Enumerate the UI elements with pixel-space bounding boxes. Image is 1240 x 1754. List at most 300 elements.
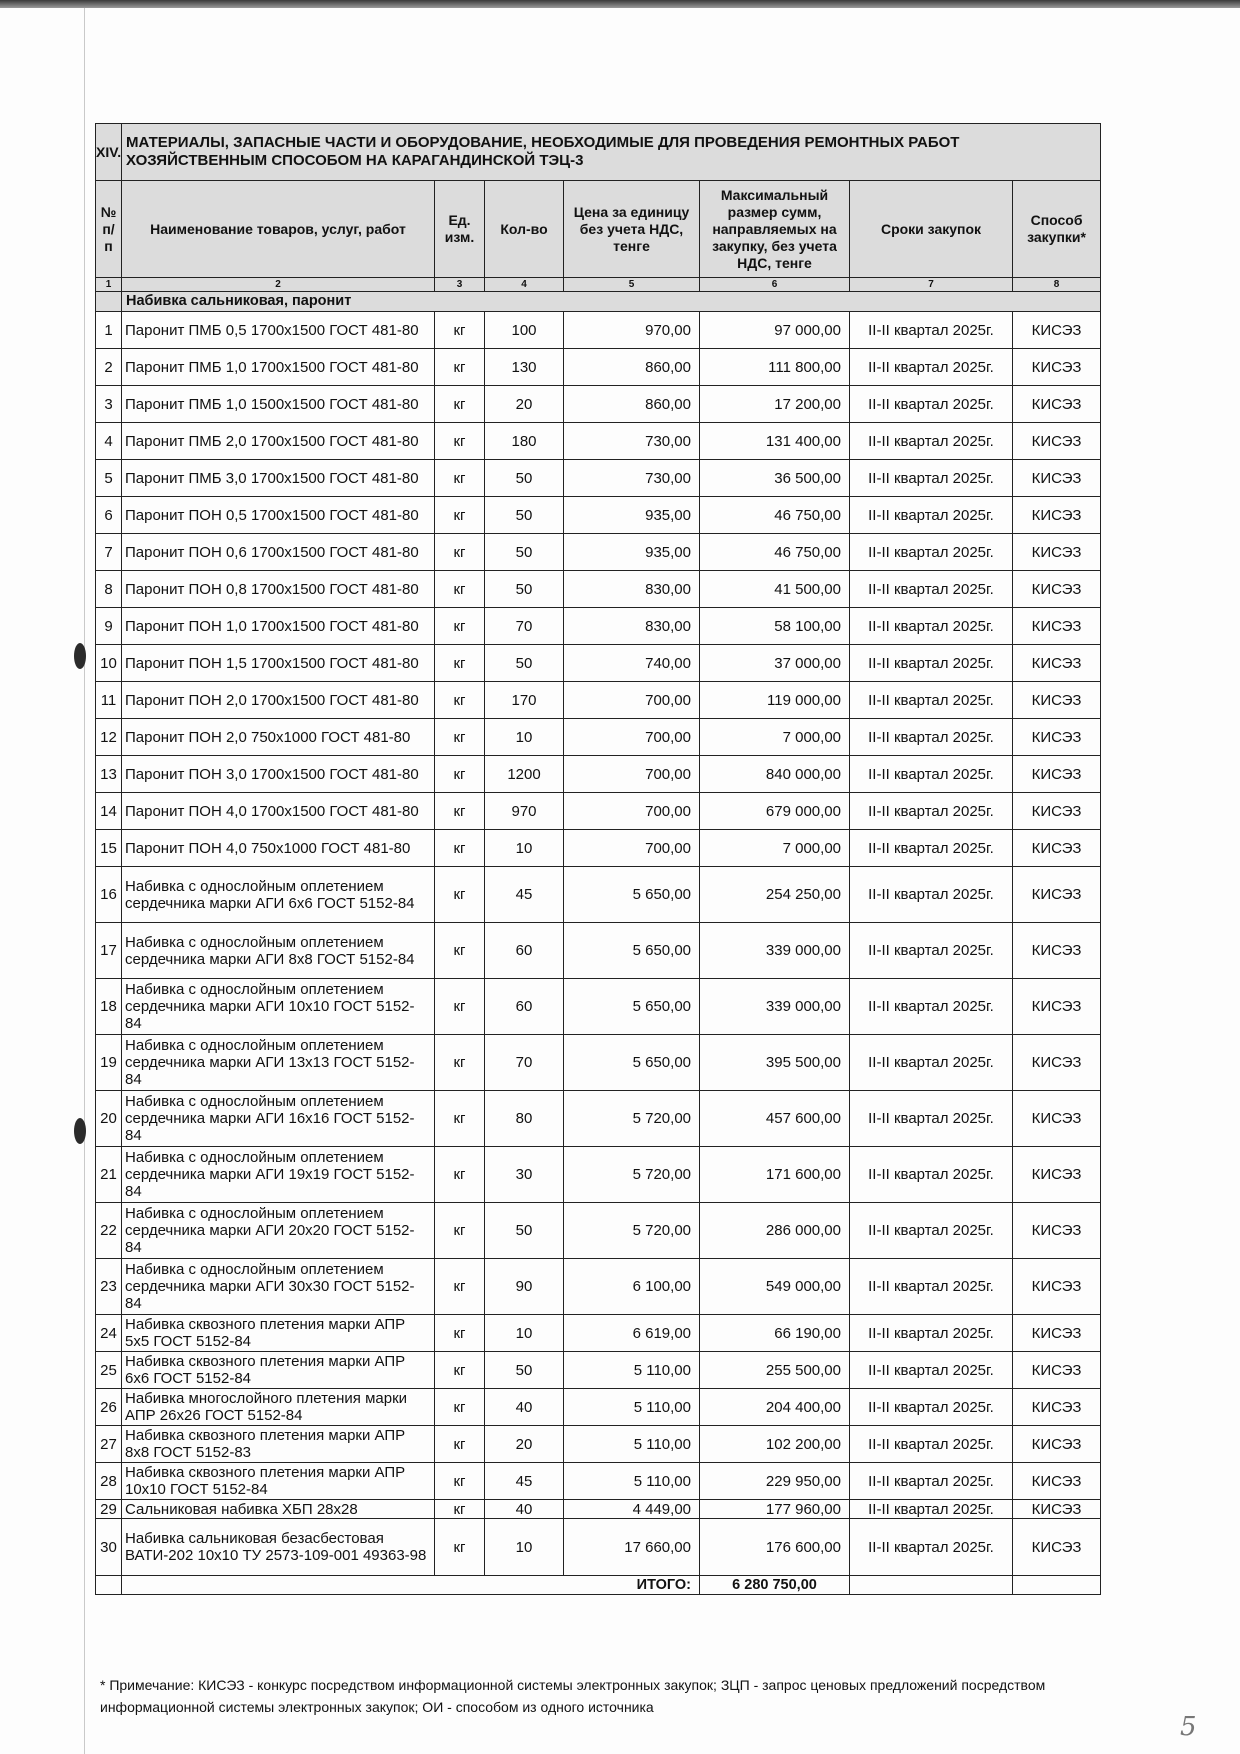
price-cell: 935,00 — [564, 497, 700, 534]
row-number: 24 — [96, 1315, 122, 1352]
qty-cell: 170 — [485, 682, 564, 719]
method-cell: КИСЭЗ — [1013, 1519, 1101, 1576]
column-number-row — [96, 278, 1101, 292]
unit-cell: кг — [435, 1463, 485, 1500]
item-name: Паронит ПОН 3,0 1700х1500 ГОСТ 481-80 — [122, 756, 435, 793]
table-row — [96, 1203, 1101, 1259]
item-name: Паронит ПОН 0,6 1700х1500 ГОСТ 481-80 — [122, 534, 435, 571]
unit-cell: кг — [435, 645, 485, 682]
method-cell: КИСЭЗ — [1013, 682, 1101, 719]
col-header-sum: Максимальный размер сумм, направляемых на закупку, без учета НДС, тенге — [700, 181, 850, 278]
price-cell: 17 660,00 — [564, 1519, 700, 1576]
col-number: 7 — [850, 278, 1013, 292]
row-number: 8 — [96, 571, 122, 608]
price-cell: 5 110,00 — [564, 1426, 700, 1463]
item-name: Набивка сальниковая безасбестовая ВАТИ-202 10х10 ТУ 2573-109-001 49363-98 — [122, 1519, 435, 1576]
table-row — [96, 534, 1101, 571]
period-cell: II-II квартал 2025г. — [850, 1519, 1013, 1576]
price-cell: 700,00 — [564, 830, 700, 867]
row-number: 22 — [96, 1203, 122, 1259]
qty-cell: 50 — [485, 1352, 564, 1389]
period-cell: II-II квартал 2025г. — [850, 497, 1013, 534]
sum-cell: 37 000,00 — [700, 645, 850, 682]
period-cell: II-II квартал 2025г. — [850, 534, 1013, 571]
price-cell: 5 110,00 — [564, 1463, 700, 1500]
item-name: Паронит ПОН 1,5 1700х1500 ГОСТ 481-80 — [122, 645, 435, 682]
table-row — [96, 793, 1101, 830]
item-name: Набивка с однослойным оплетением сердечника марки АГИ 6х6 ГОСТ 5152-84 — [122, 867, 435, 923]
method-cell: КИСЭЗ — [1013, 460, 1101, 497]
price-cell: 5 720,00 — [564, 1147, 700, 1203]
sum-cell: 339 000,00 — [700, 979, 850, 1035]
qty-cell: 60 — [485, 923, 564, 979]
method-cell: КИСЭЗ — [1013, 1389, 1101, 1426]
sum-cell: 58 100,00 — [700, 608, 850, 645]
method-cell: КИСЭЗ — [1013, 534, 1101, 571]
row-number: 29 — [96, 1500, 122, 1519]
col-header-period: Сроки закупок — [850, 181, 1013, 278]
price-cell: 700,00 — [564, 793, 700, 830]
method-cell: КИСЭЗ — [1013, 1035, 1101, 1091]
table-row — [96, 1389, 1101, 1426]
row-number: 14 — [96, 793, 122, 830]
period-cell: II-II квартал 2025г. — [850, 793, 1013, 830]
qty-cell: 100 — [485, 312, 564, 349]
qty-cell: 10 — [485, 1315, 564, 1352]
table-row — [96, 682, 1101, 719]
period-cell: II-II квартал 2025г. — [850, 1203, 1013, 1259]
table-row — [96, 1519, 1101, 1576]
sum-cell: 679 000,00 — [700, 793, 850, 830]
col-header-qty: Кол-во — [485, 181, 564, 278]
sum-cell: 119 000,00 — [700, 682, 850, 719]
item-name: Паронит ПОН 0,8 1700х1500 ГОСТ 481-80 — [122, 571, 435, 608]
price-cell: 5 720,00 — [564, 1091, 700, 1147]
row-number: 21 — [96, 1147, 122, 1203]
row-number: 20 — [96, 1091, 122, 1147]
sum-cell: 97 000,00 — [700, 312, 850, 349]
period-cell: II-II квартал 2025г. — [850, 608, 1013, 645]
row-number: 13 — [96, 756, 122, 793]
method-cell: КИСЭЗ — [1013, 1091, 1101, 1147]
unit-cell: кг — [435, 497, 485, 534]
unit-cell: кг — [435, 1500, 485, 1519]
table-row — [96, 1315, 1101, 1352]
table-row — [96, 719, 1101, 756]
item-name: Паронит ПМБ 2,0 1700х1500 ГОСТ 481-80 — [122, 423, 435, 460]
period-cell: II-II квартал 2025г. — [850, 1147, 1013, 1203]
qty-cell: 50 — [485, 497, 564, 534]
qty-cell: 180 — [485, 423, 564, 460]
period-cell: II-II квартал 2025г. — [850, 1389, 1013, 1426]
table-row — [96, 571, 1101, 608]
method-cell: КИСЭЗ — [1013, 979, 1101, 1035]
table-row — [96, 460, 1101, 497]
qty-cell: 10 — [485, 719, 564, 756]
price-cell: 970,00 — [564, 312, 700, 349]
price-cell: 730,00 — [564, 460, 700, 497]
unit-cell: кг — [435, 682, 485, 719]
method-cell: КИСЭЗ — [1013, 497, 1101, 534]
scan-edge — [0, 0, 1240, 8]
unit-cell: кг — [435, 1315, 485, 1352]
method-cell: КИСЭЗ — [1013, 1259, 1101, 1315]
method-cell: КИСЭЗ — [1013, 923, 1101, 979]
table-row — [96, 497, 1101, 534]
table-row — [96, 979, 1101, 1035]
unit-cell: кг — [435, 756, 485, 793]
row-number: 18 — [96, 979, 122, 1035]
period-cell: II-II квартал 2025г. — [850, 386, 1013, 423]
sum-cell: 457 600,00 — [700, 1091, 850, 1147]
method-cell: КИСЭЗ — [1013, 1315, 1101, 1352]
item-name: Набивка сквозного плетения марки АПР 10х10 ГОСТ 5152-84 — [122, 1463, 435, 1500]
table-row — [96, 1463, 1101, 1500]
unit-cell: кг — [435, 1203, 485, 1259]
table-row — [96, 1035, 1101, 1091]
total-row — [96, 1576, 1101, 1595]
period-cell: II-II квартал 2025г. — [850, 1352, 1013, 1389]
method-cell: КИСЭЗ — [1013, 645, 1101, 682]
sum-cell: 254 250,00 — [700, 867, 850, 923]
unit-cell: кг — [435, 460, 485, 497]
item-name: Паронит ПОН 2,0 1700х1500 ГОСТ 481-80 — [122, 682, 435, 719]
period-cell: II-II квартал 2025г. — [850, 1091, 1013, 1147]
unit-cell: кг — [435, 1259, 485, 1315]
group-row — [96, 292, 1101, 312]
unit-cell: кг — [435, 979, 485, 1035]
period-cell: II-II квартал 2025г. — [850, 1035, 1013, 1091]
period-cell: II-II квартал 2025г. — [850, 645, 1013, 682]
row-number: 5 — [96, 460, 122, 497]
item-name: Паронит ПМБ 3,0 1700х1500 ГОСТ 481-80 — [122, 460, 435, 497]
row-number: 30 — [96, 1519, 122, 1576]
method-cell: КИСЭЗ — [1013, 423, 1101, 460]
qty-cell: 50 — [485, 571, 564, 608]
col-header-price: Цена за единицу без учета НДС, тенге — [564, 181, 700, 278]
qty-cell: 40 — [485, 1389, 564, 1426]
total-label: ИТОГО: — [122, 1576, 700, 1595]
row-number: 10 — [96, 645, 122, 682]
item-name: Паронит ПМБ 1,0 1700х1500 ГОСТ 481-80 — [122, 349, 435, 386]
row-number: 27 — [96, 1426, 122, 1463]
method-cell: КИСЭЗ — [1013, 349, 1101, 386]
col-number: 6 — [700, 278, 850, 292]
period-cell: II-II квартал 2025г. — [850, 571, 1013, 608]
qty-cell: 10 — [485, 830, 564, 867]
price-cell: 700,00 — [564, 682, 700, 719]
method-cell: КИСЭЗ — [1013, 608, 1101, 645]
table-row — [96, 349, 1101, 386]
group-empty-cell — [96, 292, 122, 312]
period-cell: II-II квартал 2025г. — [850, 1500, 1013, 1519]
method-cell: КИСЭЗ — [1013, 1463, 1101, 1500]
col-header-name: Наименование товаров, услуг, работ — [122, 181, 435, 278]
unit-cell: кг — [435, 793, 485, 830]
price-cell: 5 720,00 — [564, 1203, 700, 1259]
unit-cell: кг — [435, 386, 485, 423]
sum-cell: 286 000,00 — [700, 1203, 850, 1259]
table-row — [96, 1426, 1101, 1463]
item-name: Набивка с однослойным оплетением сердечника марки АГИ 10х10 ГОСТ 5152-84 — [122, 979, 435, 1035]
col-header-method: Способ закупки* — [1013, 181, 1101, 278]
price-cell: 6 619,00 — [564, 1315, 700, 1352]
method-cell: КИСЭЗ — [1013, 719, 1101, 756]
page-number: 5 — [1180, 1712, 1197, 1742]
price-cell: 6 100,00 — [564, 1259, 700, 1315]
price-cell: 700,00 — [564, 719, 700, 756]
qty-cell: 70 — [485, 1035, 564, 1091]
item-name: Сальниковая набивка ХБП 28х28 — [122, 1500, 435, 1519]
period-cell: II-II квартал 2025г. — [850, 1259, 1013, 1315]
row-number: 12 — [96, 719, 122, 756]
method-cell: КИСЭЗ — [1013, 1352, 1101, 1389]
sum-cell: 66 190,00 — [700, 1315, 850, 1352]
item-name: Паронит ПОН 1,0 1700х1500 ГОСТ 481-80 — [122, 608, 435, 645]
total-empty-cell — [1013, 1576, 1101, 1595]
row-number: 3 — [96, 386, 122, 423]
method-cell: КИСЭЗ — [1013, 312, 1101, 349]
col-number: 5 — [564, 278, 700, 292]
method-cell: КИСЭЗ — [1013, 793, 1101, 830]
row-number: 19 — [96, 1035, 122, 1091]
sum-cell: 36 500,00 — [700, 460, 850, 497]
row-number: 6 — [96, 497, 122, 534]
price-cell: 730,00 — [564, 423, 700, 460]
sum-cell: 840 000,00 — [700, 756, 850, 793]
method-cell: КИСЭЗ — [1013, 1203, 1101, 1259]
item-name: Паронит ПОН 4,0 1700х1500 ГОСТ 481-80 — [122, 793, 435, 830]
unit-cell: кг — [435, 608, 485, 645]
sum-cell: 549 000,00 — [700, 1259, 850, 1315]
unit-cell: кг — [435, 923, 485, 979]
punch-hole — [74, 1118, 86, 1144]
col-header-unit: Ед. изм. — [435, 181, 485, 278]
sum-cell: 7 000,00 — [700, 719, 850, 756]
item-name: Набивка с однослойным оплетением сердечника марки АГИ 16х16 ГОСТ 5152-84 — [122, 1091, 435, 1147]
period-cell: II-II квартал 2025г. — [850, 756, 1013, 793]
table-row — [96, 756, 1101, 793]
col-number: 4 — [485, 278, 564, 292]
price-cell: 860,00 — [564, 386, 700, 423]
row-number: 2 — [96, 349, 122, 386]
qty-cell: 50 — [485, 1203, 564, 1259]
qty-cell: 50 — [485, 534, 564, 571]
row-number: 1 — [96, 312, 122, 349]
column-header-row — [96, 181, 1101, 278]
price-cell: 860,00 — [564, 349, 700, 386]
period-cell: II-II квартал 2025г. — [850, 1463, 1013, 1500]
qty-cell: 20 — [485, 386, 564, 423]
sum-cell: 102 200,00 — [700, 1426, 850, 1463]
item-name: Набивка с однослойным оплетением сердечника марки АГИ 20х20 ГОСТ 5152-84 — [122, 1203, 435, 1259]
sum-cell: 204 400,00 — [700, 1389, 850, 1426]
row-number: 9 — [96, 608, 122, 645]
sum-cell: 171 600,00 — [700, 1147, 850, 1203]
period-cell: II-II квартал 2025г. — [850, 460, 1013, 497]
procurement-table — [95, 123, 1101, 1595]
unit-cell: кг — [435, 571, 485, 608]
price-cell: 5 110,00 — [564, 1389, 700, 1426]
col-number: 2 — [122, 278, 435, 292]
period-cell: II-II квартал 2025г. — [850, 867, 1013, 923]
table-row — [96, 923, 1101, 979]
item-name: Набивка с однослойным оплетением сердечника марки АГИ 13х13 ГОСТ 5152-84 — [122, 1035, 435, 1091]
qty-cell: 60 — [485, 979, 564, 1035]
group-title: Набивка сальниковая, паронит — [122, 292, 1101, 312]
section-header-row — [96, 124, 1101, 181]
qty-cell: 50 — [485, 460, 564, 497]
qty-cell: 970 — [485, 793, 564, 830]
total-value: 6 280 750,00 — [700, 1576, 850, 1595]
item-name: Набивка сквозного плетения марки АПР 5х5 ГОСТ 5152-84 — [122, 1315, 435, 1352]
qty-cell: 1200 — [485, 756, 564, 793]
price-cell: 830,00 — [564, 608, 700, 645]
unit-cell: кг — [435, 312, 485, 349]
unit-cell: кг — [435, 867, 485, 923]
table-row — [96, 830, 1101, 867]
method-cell: КИСЭЗ — [1013, 1426, 1101, 1463]
sum-cell: 111 800,00 — [700, 349, 850, 386]
col-number: 1 — [96, 278, 122, 292]
sum-cell: 7 000,00 — [700, 830, 850, 867]
qty-cell: 70 — [485, 608, 564, 645]
price-cell: 935,00 — [564, 534, 700, 571]
section-title: МАТЕРИАЛЫ, ЗАПАСНЫЕ ЧАСТИ И ОБОРУДОВАНИЕ, НЕОБХОДИМЫЕ ДЛЯ ПРОВЕДЕНИЯ РЕМОНТНЫХ РАБОТ ХОЗЯЙСТВЕННЫМ СПОСОБОМ НА КАРАГАНДИНСКОЙ ТЭЦ-3 — [122, 124, 1101, 181]
item-name: Набивка с однослойным оплетением сердечника марки АГИ 8х8 ГОСТ 5152-84 — [122, 923, 435, 979]
unit-cell: кг — [435, 1091, 485, 1147]
unit-cell: кг — [435, 534, 485, 571]
table-body — [96, 312, 1101, 1576]
item-name: Паронит ПОН 4,0 750х1000 ГОСТ 481-80 — [122, 830, 435, 867]
method-cell: КИСЭЗ — [1013, 867, 1101, 923]
period-cell: II-II квартал 2025г. — [850, 719, 1013, 756]
footnote: * Примечание: КИСЭЗ - конкурс посредством информационной системы электронных закупок; ЗЦП - запрос ценовых предложений посредством информационной системы электронных закупок; ОИ - способом из одного источника — [100, 1677, 1046, 1715]
row-number: 4 — [96, 423, 122, 460]
margin-line — [84, 8, 85, 1754]
sum-cell: 131 400,00 — [700, 423, 850, 460]
unit-cell: кг — [435, 719, 485, 756]
price-cell: 5 650,00 — [564, 1035, 700, 1091]
qty-cell: 45 — [485, 867, 564, 923]
table-row — [96, 1091, 1101, 1147]
price-cell: 700,00 — [564, 756, 700, 793]
unit-cell: кг — [435, 1389, 485, 1426]
sum-cell: 229 950,00 — [700, 1463, 850, 1500]
item-name: Паронит ПОН 2,0 750х1000 ГОСТ 481-80 — [122, 719, 435, 756]
price-cell: 740,00 — [564, 645, 700, 682]
period-cell: II-II квартал 2025г. — [850, 312, 1013, 349]
sum-cell: 177 960,00 — [700, 1500, 850, 1519]
item-name: Паронит ПОН 0,5 1700х1500 ГОСТ 481-80 — [122, 497, 435, 534]
sum-cell: 176 600,00 — [700, 1519, 850, 1576]
qty-cell: 20 — [485, 1426, 564, 1463]
price-cell: 5 650,00 — [564, 979, 700, 1035]
sum-cell: 339 000,00 — [700, 923, 850, 979]
item-name: Набивка многослойного плетения марки АПР 26х26 ГОСТ 5152-84 — [122, 1389, 435, 1426]
method-cell: КИСЭЗ — [1013, 386, 1101, 423]
sum-cell: 255 500,00 — [700, 1352, 850, 1389]
method-cell: КИСЭЗ — [1013, 756, 1101, 793]
sum-cell: 17 200,00 — [700, 386, 850, 423]
row-number: 23 — [96, 1259, 122, 1315]
price-cell: 830,00 — [564, 571, 700, 608]
section-number: XIV. — [96, 124, 122, 181]
table-row — [96, 312, 1101, 349]
unit-cell: кг — [435, 1147, 485, 1203]
item-name: Набивка сквозного плетения марки АПР 6х6 ГОСТ 5152-84 — [122, 1352, 435, 1389]
table-row — [96, 1259, 1101, 1315]
total-empty-cell — [850, 1576, 1013, 1595]
period-cell: II-II квартал 2025г. — [850, 923, 1013, 979]
col-number: 3 — [435, 278, 485, 292]
qty-cell: 30 — [485, 1147, 564, 1203]
method-cell: КИСЭЗ — [1013, 1147, 1101, 1203]
total-empty-cell — [96, 1576, 122, 1595]
row-number: 15 — [96, 830, 122, 867]
table-row — [96, 608, 1101, 645]
unit-cell: кг — [435, 1352, 485, 1389]
qty-cell: 80 — [485, 1091, 564, 1147]
unit-cell: кг — [435, 1426, 485, 1463]
table-row — [96, 645, 1101, 682]
qty-cell: 90 — [485, 1259, 564, 1315]
period-cell: II-II квартал 2025г. — [850, 1426, 1013, 1463]
row-number: 7 — [96, 534, 122, 571]
method-cell: КИСЭЗ — [1013, 1500, 1101, 1519]
row-number: 25 — [96, 1352, 122, 1389]
sum-cell: 46 750,00 — [700, 497, 850, 534]
period-cell: II-II квартал 2025г. — [850, 979, 1013, 1035]
row-number: 11 — [96, 682, 122, 719]
item-name: Паронит ПМБ 0,5 1700х1500 ГОСТ 481-80 — [122, 312, 435, 349]
table-row — [96, 386, 1101, 423]
table-row — [96, 1500, 1101, 1519]
table-row — [96, 1352, 1101, 1389]
unit-cell: кг — [435, 423, 485, 460]
sum-cell: 46 750,00 — [700, 534, 850, 571]
period-cell: II-II квартал 2025г. — [850, 423, 1013, 460]
sum-cell: 41 500,00 — [700, 571, 850, 608]
item-name: Набивка сквозного плетения марки АПР 8х8 ГОСТ 5152-83 — [122, 1426, 435, 1463]
price-cell: 4 449,00 — [564, 1500, 700, 1519]
row-number: 28 — [96, 1463, 122, 1500]
method-cell: КИСЭЗ — [1013, 571, 1101, 608]
table-row — [96, 1147, 1101, 1203]
method-cell: КИСЭЗ — [1013, 830, 1101, 867]
item-name: Набивка с однослойным оплетением сердечника марки АГИ 19х19 ГОСТ 5152-84 — [122, 1147, 435, 1203]
col-header-number: № п/п — [96, 181, 122, 278]
unit-cell: кг — [435, 1035, 485, 1091]
table-row — [96, 867, 1101, 923]
punch-hole — [74, 643, 86, 669]
period-cell: II-II квартал 2025г. — [850, 830, 1013, 867]
period-cell: II-II квартал 2025г. — [850, 1315, 1013, 1352]
price-cell: 5 110,00 — [564, 1352, 700, 1389]
period-cell: II-II квартал 2025г. — [850, 682, 1013, 719]
unit-cell: кг — [435, 830, 485, 867]
qty-cell: 45 — [485, 1463, 564, 1500]
row-number: 16 — [96, 867, 122, 923]
item-name: Паронит ПМБ 1,0 1500х1500 ГОСТ 481-80 — [122, 386, 435, 423]
unit-cell: кг — [435, 349, 485, 386]
qty-cell: 40 — [485, 1500, 564, 1519]
row-number: 26 — [96, 1389, 122, 1426]
unit-cell: кг — [435, 1519, 485, 1576]
table-row — [96, 423, 1101, 460]
period-cell: II-II квартал 2025г. — [850, 349, 1013, 386]
qty-cell: 10 — [485, 1519, 564, 1576]
